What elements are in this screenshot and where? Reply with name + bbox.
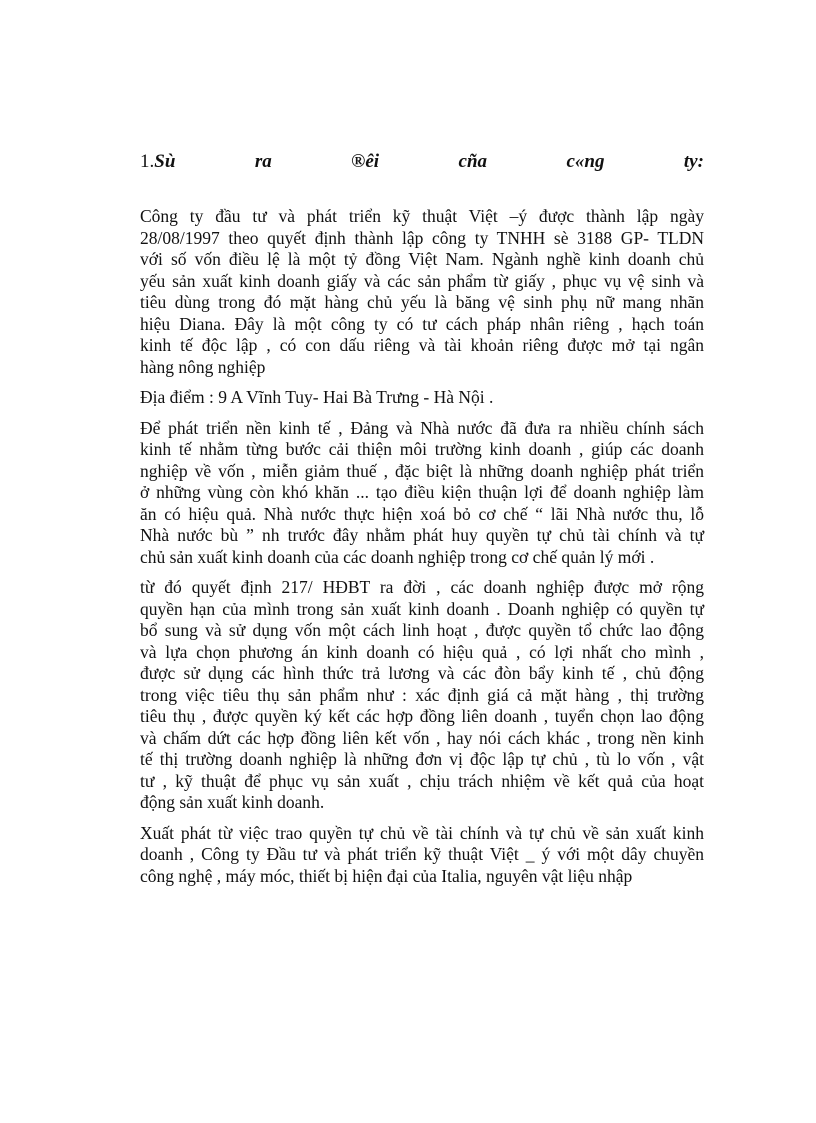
text-line: động sản xuất kinh doanh. [140,792,325,812]
text-line: từ đó quyết định 217/ HĐBT ra đời , các doanh nghiệp được mở rộng [140,577,704,597]
text-line: trong việc tiêu thụ sản phẩm như : xác định giá cả mặt hàng , thị trường [140,684,704,705]
text-line: tiêu thụ , được quyền ký kết các hợp đồng liên doanh , tuyển chọn lao động [140,706,704,726]
body-text [140,206,704,896]
text-line: 28/08/1997 theo quyết định thành lập công ty TNHH sè 3188 GP- TLDN [140,227,704,248]
paragraph [140,577,704,814]
heading-number: 1. [140,151,155,172]
text-line: với số vốn điều lệ là một tỷ đồng Việt Nam. Ngành nghề kinh doanh chủ [140,249,704,269]
text-line: hàng nông nghiệp [140,356,266,377]
paragraph [140,206,704,378]
text-line: Địa điểm : 9 A Vĩnh Tuy- Hai Bà Trưng - Hà Nội . [140,387,494,407]
heading-word: ty: [683,151,704,172]
text-line: công nghệ , máy móc, thiết bị hiện đại của Italia, nguyên vật liệu nhập [140,865,633,886]
heading-word: cña [458,151,488,172]
heading-word: ra [254,151,272,172]
paragraph [140,387,704,409]
text-line: Để phát triển nền kinh tế , Đảng và Nhà nước đã đưa ra nhiều chính sách [140,417,704,438]
text-line: và chấm dứt các hợp đồng liên kết vốn , hay nói cách khác , trong nền kinh [140,727,704,748]
heading-word: c«ng [566,151,605,172]
text-line: Nhà nước bù ” nh trước đây nhằm phát huy quyền tự chủ tài chính và tự [140,525,704,545]
text-line: nghiệp về vốn , miễn giảm thuế , đặc biệt là những doanh nghiệp phát triển [140,460,704,481]
heading-word: ®êi [351,151,380,172]
text-line: doanh , Công ty Đầu tư và phát triển kỹ thuật Việt _ ý với một dây chuyền [140,844,704,864]
text-line: tiêu dùng trong đó mặt hàng chủ yếu là băng vệ sinh phụ nữ mang nhãn [140,292,704,312]
text-line: yếu sản xuất kinh doanh giấy và các sản phẩm từ giấy , phục vụ vệ sinh và [140,270,704,291]
text-line: ăn có hiệu quả. Nhà nước thực hiện xoá bỏ cơ chế “ lãi Nhà nước thu, lỗ [140,503,704,524]
text-line: quyền hạn của mình trong sản xuất kinh doanh . Doanh nghiệp có quyền tự [140,598,704,619]
paragraph [140,418,704,569]
text-line: Công ty đầu tư và phát triển kỹ thuật Việt –ý được thành lập ngày [140,206,704,226]
text-line: Xuất phát từ việc trao quyền tự chủ về tài chính và tự chủ về sản xuất kinh [140,822,704,843]
text-line: hiệu Diana. Đây là một công ty có tư cách pháp nhân riêng , hạch toán [140,313,704,334]
text-line: bổ sung và sử dụng vốn một cách linh hoạt , được quyền tổ chức lao động [140,620,704,640]
text-line: được sử dụng các hình thức trả lương và các đòn bẩy kinh tế , chủ động [140,663,704,683]
text-line: tư , kỹ thuật để phục vụ sản xuất , chịu trách nhiệm về kết quả của hoạt [140,770,704,791]
text-line: kinh tế nhằm từng bước cải thiện môi trường kinh doanh , giúp các doanh [140,439,704,459]
text-line: kinh tế độc lập , có con dấu riêng và tài khoản riêng được mở tại ngân [140,335,704,355]
heading-word: 1.Sù [140,151,176,172]
paragraph [140,823,704,888]
section-heading [140,150,704,174]
text-line: và lựa chọn phương án kinh doanh có hiệu quả , có lợi nhất cho mình , [140,641,704,662]
text-line: tế thị trường doanh nghiệp là những đơn vị độc lập tự chủ , tù lo vốn , vật [140,749,704,769]
text-line: ở những vùng còn khó khăn ... tạo điều kiện thuận lợi để doanh nghiệp làm [140,482,704,502]
text-line: chủ sản xuất kinh doanh của các doanh nghiệp trong cơ chế quản lý mới . [140,546,655,567]
